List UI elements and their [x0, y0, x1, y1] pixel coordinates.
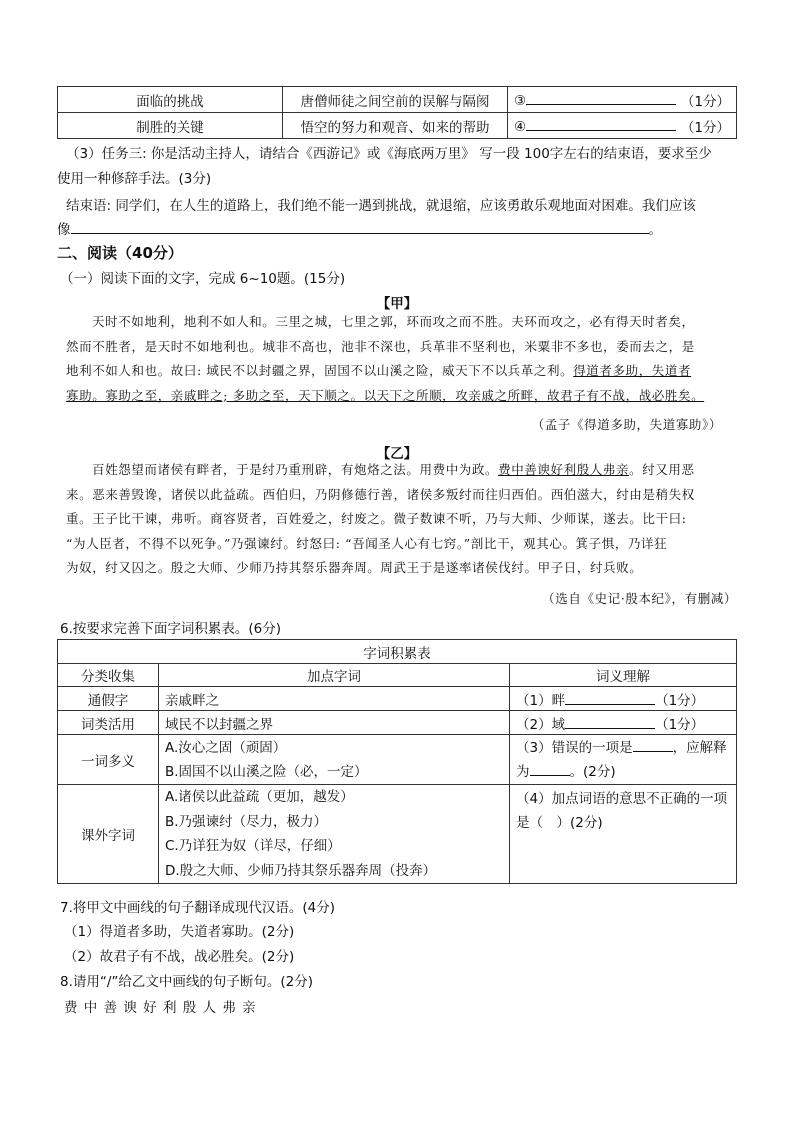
text: 是（ ）(2分) — [516, 815, 603, 831]
text: 地利不如人和也。故曰: 域民不以封疆之界，固国不以山溪之险，威天下不以兵革之利。 — [66, 363, 574, 378]
score: （1分） — [680, 93, 730, 110]
text: 寡助。寡助之至，亲戚畔之; 多助之至，天下顺之。以天下之所顺，攻亲戚之所畔， — [66, 387, 547, 403]
yi-line: “为人臣者，不得不以死争。”乃强谏纣。纣怒曰: “吾闻圣人心有七窍。”剖比干，观其心。箕子惧，乃详狂 — [66, 535, 668, 551]
q7-sentence-2: （2）故君子有不战，战必胜矣。(2分) — [64, 949, 295, 965]
q7-stem: 7.将甲文中画线的句子翻译成现代汉语。(4分) — [60, 900, 336, 916]
text: ，应解释 — [672, 739, 727, 756]
text: 百姓怨望而诸侯有畔者，于是纣乃重刑辟，有炮烙之法。用费中为政。 — [92, 462, 499, 477]
task3-line2: 使用一种修辞手法。(3分) — [57, 171, 212, 187]
top-table — [57, 86, 737, 139]
blank-number: ③ — [514, 92, 527, 109]
score: （1分） — [655, 692, 705, 709]
answer-blank[interactable] — [633, 737, 673, 752]
q8-sentence: 费 中 善 谀 好 利 殷 人 弗 亲 — [64, 1000, 257, 1016]
category-cell: 课外字词 — [58, 785, 159, 884]
jia-line — [66, 384, 746, 409]
yi-line — [66, 458, 746, 483]
category-cell: 一词多义 — [58, 735, 159, 785]
conclusion-blank[interactable] — [71, 219, 649, 234]
underlined-sentence: 得道者多助，失道者 — [573, 363, 692, 378]
underlined-sentence: 费中善谀好利殷人弗亲 — [498, 462, 630, 477]
answer-blank[interactable] — [526, 116, 676, 131]
yi-source: （选自《史记·殷本纪》，有删减） — [542, 591, 737, 606]
words-cell: 域民不以封疆之界 — [159, 711, 510, 735]
task3-line4 — [57, 218, 662, 238]
words-cell — [159, 785, 510, 884]
header-category: 分类收集 — [58, 664, 159, 687]
text: （3）错误的一项是 — [516, 739, 633, 756]
table-row — [58, 113, 737, 139]
yi-line: 重。王子比干谏，弗听。商容贤者，百姓爱之，纣废之。微子数谏不听，乃与大师、少师谋，遂去。比干曰: — [66, 511, 687, 526]
table-row — [58, 87, 737, 113]
passage-jia-title: 【甲】 — [376, 296, 418, 312]
passage-yi-title: 【乙】 — [376, 446, 418, 462]
challenge-label: 面临的挑战 — [58, 87, 283, 113]
challenge-content: 唐僧师徒之间空前的误解与隔阂 — [283, 87, 508, 113]
text: （1）畔 — [516, 692, 566, 709]
jia-line — [66, 359, 746, 384]
answer-cell-3 — [508, 87, 737, 113]
text: （4）加点词语的意思不正确的一项 — [516, 791, 728, 807]
passage-yi — [66, 458, 746, 581]
text: （2）域 — [516, 716, 566, 733]
option: B.乃强谏纣（尽力，极力） — [165, 813, 328, 830]
header-words: 加点字词 — [159, 664, 510, 687]
option: B.固国不以山溪之险（必，一定） — [165, 763, 368, 780]
text: 。 — [648, 222, 662, 238]
meaning-cell — [510, 711, 737, 735]
passage-jia — [66, 310, 746, 408]
score: （1分） — [680, 119, 730, 136]
q6-stem: 6.按要求完善下面字词积累表。(6分) — [60, 621, 282, 637]
yi-line: 来。恶来善毁谗，诸侯以此益疏。西伯归，乃阴修德行善，诸侯多叛纣而往归西伯。西伯滋大，纣由是稍失权 — [66, 486, 695, 502]
key-content: 悟空的努力和观音、如来的帮助 — [283, 113, 508, 139]
blank-number: ④ — [514, 118, 527, 135]
meaning-cell — [510, 687, 737, 711]
text: 为 — [516, 763, 530, 780]
header-meaning: 词义理解 — [510, 664, 737, 687]
meaning-cell — [510, 735, 737, 785]
key-label: 制胜的关键 — [58, 113, 283, 139]
text: 像 — [57, 222, 71, 238]
words-cell: 亲戚畔之 — [159, 687, 510, 711]
answer-blank[interactable] — [526, 90, 676, 105]
underlined-sentence: 故君子有不战，战必胜矣。 — [547, 387, 705, 403]
answer-cell-4 — [508, 113, 737, 139]
answer-blank[interactable] — [565, 714, 655, 729]
q7-sentence-1: （1）得道者多助，失道者寡助。(2分) — [64, 924, 295, 940]
words-cell — [159, 735, 510, 785]
option: A.汝心之固（顽固） — [165, 739, 287, 756]
option: A.诸侯以此益疏（更加，越发） — [165, 789, 354, 805]
task3-line3: 结束语: 同学们，在人生的道路上，我们绝不能一遇到挑战，就退缩，应该勇敢乐观地面对困难。我们应该 — [66, 198, 696, 214]
task3-line1: （3）任务三: 你是活动主持人，请结合《西游记》或《海底两万里》 写一段 100字左右的结束语，要求至少 — [66, 146, 712, 162]
text: 。纣又用恶 — [629, 462, 695, 477]
section-heading: 二、阅读（40分） — [57, 244, 183, 262]
category-cell: 通假字 — [58, 687, 159, 711]
answer-blank[interactable] — [530, 761, 570, 776]
option: D.殷之大师、少师乃持其祭乐器奔周（投奔） — [165, 862, 437, 879]
score: （1分） — [655, 716, 705, 733]
jia-line: 然而不胜者，是天时不如地利也。城非不高也，池非不深也，兵革非不坚利也，米粟非不多也，委而去之，是 — [66, 338, 695, 354]
option: C.乃详狂为奴（详尽，仔细） — [165, 838, 341, 854]
meaning-cell — [510, 785, 737, 884]
jia-line: 天时不如地利，地利不如人和。三里之城，七里之郭，环而攻之而不胜。夫环而攻之，必有得天时者矣， — [92, 314, 695, 329]
vocab-table — [57, 639, 737, 884]
section-sub: （一）阅读下面的文字，完成 6~10题。(15分) — [60, 271, 346, 287]
text: 。(2分) — [569, 763, 616, 780]
category-cell: 词类活用 — [58, 711, 159, 735]
jia-source: （孟子《得道多助，失道寡助》） — [531, 417, 722, 432]
vocab-table-title: 字词积累表 — [58, 640, 737, 664]
q8-stem: 8.请用“/”给乙文中画线的句子断句。(2分) — [60, 974, 314, 990]
answer-blank[interactable] — [565, 690, 655, 705]
yi-line: 为奴，纣又囚之。殷之大师、少师乃持其祭乐器奔周。周武王于是遂率诸侯伐纣。甲子日，纣兵败。 — [66, 560, 643, 575]
